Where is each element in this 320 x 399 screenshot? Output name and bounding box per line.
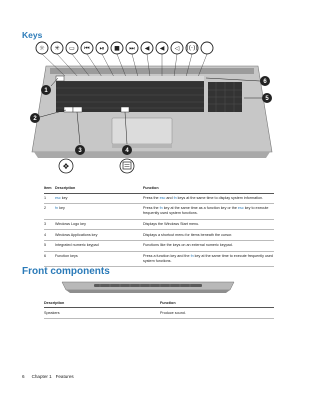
table-row xyxy=(44,193,274,204)
text-part: key at the same time to execute frequently used system functions. xyxy=(143,253,273,263)
windows-logo-icon: ❖ xyxy=(62,162,70,171)
previous-track-icon: ⏮ xyxy=(84,45,90,52)
row-function: Displays a shortcut menu for items beneath the cursor. xyxy=(143,232,233,237)
row-function xyxy=(143,251,274,267)
esc-key-highlight xyxy=(56,76,64,81)
brightness-down-icon: ☼ xyxy=(39,45,45,52)
keyboard-illustration xyxy=(26,40,278,180)
keys-table xyxy=(44,184,274,267)
row-description xyxy=(55,193,143,204)
page-footer xyxy=(22,374,81,379)
key-suffix: key xyxy=(60,195,68,200)
speaker-grille xyxy=(94,284,202,287)
applications-key-highlight xyxy=(121,107,129,112)
item-column-header: Item xyxy=(44,186,52,190)
front-components-heading: Front components xyxy=(22,266,110,277)
callout-number: 5 xyxy=(265,96,269,103)
key-name: fn xyxy=(159,206,163,211)
key-name: fn xyxy=(173,195,177,200)
next-track-icon: ⏭ xyxy=(129,45,135,52)
table-row xyxy=(44,230,274,241)
text-part: key at the same time as a function key or the xyxy=(162,206,238,211)
fn-key-highlight xyxy=(64,107,73,112)
text-part: Press the xyxy=(143,195,160,200)
table-header xyxy=(44,298,274,307)
row-item: 4 xyxy=(44,232,47,237)
callout-number: 3 xyxy=(78,148,82,155)
description-column-header: Description xyxy=(55,186,76,190)
text-part: keys at the same time to display system information. xyxy=(176,195,264,200)
key-name: fn xyxy=(190,253,194,258)
stop-icon: ■ xyxy=(114,45,120,52)
volume-up-icon: ◀ xyxy=(159,45,165,52)
row-item: 5 xyxy=(44,243,47,248)
row-item: 1 xyxy=(44,195,47,200)
row-item: 6 xyxy=(44,253,47,258)
row-function: Functions like the keys on an external numeric keypad. xyxy=(143,243,233,248)
key-name: esc xyxy=(55,195,61,200)
callout-number: 1 xyxy=(44,88,48,95)
wireless-icon: ((·)) xyxy=(186,45,198,52)
page-number: 6 xyxy=(22,374,25,379)
chapter-title: Chapter 1 Features xyxy=(31,374,74,379)
table-row xyxy=(44,307,274,318)
front-components-table xyxy=(44,298,274,319)
mute-icon: ◁ xyxy=(174,45,180,52)
row-function xyxy=(143,193,274,204)
text-part: key to execute frequently used system functions. xyxy=(143,206,269,216)
function-column-header: Function xyxy=(160,301,176,305)
table-row xyxy=(44,219,274,230)
row-description: Speakers xyxy=(44,310,60,315)
row-description: Windows Applications key xyxy=(55,232,98,237)
text-part: and xyxy=(165,195,174,200)
row-description: Integrated numeric keypad xyxy=(55,243,99,248)
row-function xyxy=(143,204,274,220)
callout-number: 2 xyxy=(33,116,37,123)
display-switch-icon: ▭ xyxy=(69,45,75,52)
function-column-header: Function xyxy=(143,186,159,190)
callout-number: 6 xyxy=(263,79,267,86)
text-part: Press the xyxy=(143,206,160,211)
keys-heading: Keys xyxy=(22,30,43,40)
table-row xyxy=(44,251,274,267)
brightness-up-icon: ✳ xyxy=(54,45,60,52)
key-suffix: key xyxy=(58,206,65,211)
row-function: Produce sound. xyxy=(160,310,186,315)
row-function: Displays the Windows Start menu. xyxy=(143,222,200,227)
table-header xyxy=(44,184,274,193)
row-item: 2 xyxy=(44,206,47,211)
row-item: 3 xyxy=(44,222,47,227)
windows-key-highlight xyxy=(73,107,82,112)
row-description: Windows Logo key xyxy=(55,222,86,227)
text-part: Press a function key and the xyxy=(143,253,191,258)
table-row xyxy=(44,204,274,220)
callout-number: 4 xyxy=(125,148,129,155)
table-row xyxy=(44,241,274,252)
row-description xyxy=(55,204,143,220)
key-name: esc xyxy=(237,206,244,211)
key-name: esc xyxy=(159,195,166,200)
front-edge-illustration xyxy=(60,278,236,296)
key-name: fn xyxy=(55,206,59,211)
volume-down-icon: ◀ xyxy=(144,45,150,52)
play-pause-icon: ⏯ xyxy=(99,45,105,52)
description-column-header: Description xyxy=(44,301,65,305)
row-description: Function keys xyxy=(55,253,78,258)
